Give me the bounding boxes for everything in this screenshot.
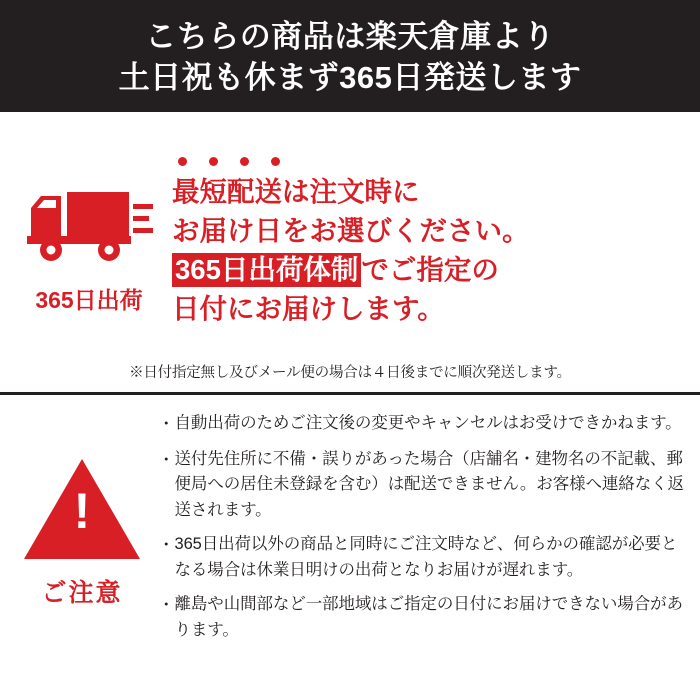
list-item [158, 411, 688, 438]
caution-list [158, 407, 688, 692]
list-item [158, 447, 688, 524]
caution-section [0, 395, 700, 700]
list-bullet: ・ [158, 596, 175, 615]
delivery-line-2: お届け日をお選びください。 [172, 214, 530, 246]
emphasis-dots [178, 157, 690, 166]
list-item [158, 592, 688, 643]
list-bullet: ・ [158, 450, 175, 469]
delivery-section [0, 112, 700, 395]
emphasis-dot [240, 157, 249, 166]
emphasis-dot [209, 157, 218, 166]
emphasis-dot [271, 157, 280, 166]
truck-icon [23, 178, 155, 270]
delivery-main [10, 120, 690, 359]
header-line-1: こちらの商品は楽天倉庫より [145, 19, 555, 55]
caution-label: ご注意 [41, 579, 123, 607]
delivery-text-block [168, 120, 690, 359]
list-bullet: ・ [158, 536, 175, 555]
list-item-text: 365日出荷以外の商品と同時にご注文時など、何らかの確認が必要となる場合は休業日明けの出荷となりお届けが遅れます。 [174, 535, 678, 579]
warning-triangle-icon [24, 459, 140, 559]
list-item-text: 送付先住所に不備・誤りがあった場合（店舗名・建物名の不記載、郵便局への居住未登録を含む）は配送できません。お客様へ連絡なく返送されます。 [174, 449, 684, 519]
delivery-line-3 [172, 250, 690, 289]
exclamation-bar: ! [73, 483, 91, 539]
emphasis-dot [178, 157, 187, 166]
delivery-line-4: 日付にお届けします。 [172, 293, 445, 325]
delivery-highlight: 365日出荷体制 [172, 253, 361, 287]
delivery-line-1: 最短配送は注文時に [172, 175, 420, 207]
list-item-text: 離島や山間部など一部地域はご指定の日付にお届けできない場合があります。 [174, 595, 683, 639]
delivery-line-3-rest: でご指定の [361, 254, 499, 285]
header-banner [0, 0, 700, 112]
truck-column [10, 120, 168, 359]
list-bullet: ・ [158, 415, 175, 433]
list-item-text: 自動出荷のためご注文後の変更やキャンセルはお受けできかねます。 [174, 414, 682, 432]
delivery-note: ※日付指定無し及びメール便の場合は４日後までに順次発送します。 [129, 365, 571, 381]
list-item [158, 532, 688, 583]
caution-icon-column [6, 407, 158, 692]
truck-label: 365日出荷 [35, 287, 143, 313]
header-line-2: 土日祝も休まず365日発送します [118, 60, 582, 95]
